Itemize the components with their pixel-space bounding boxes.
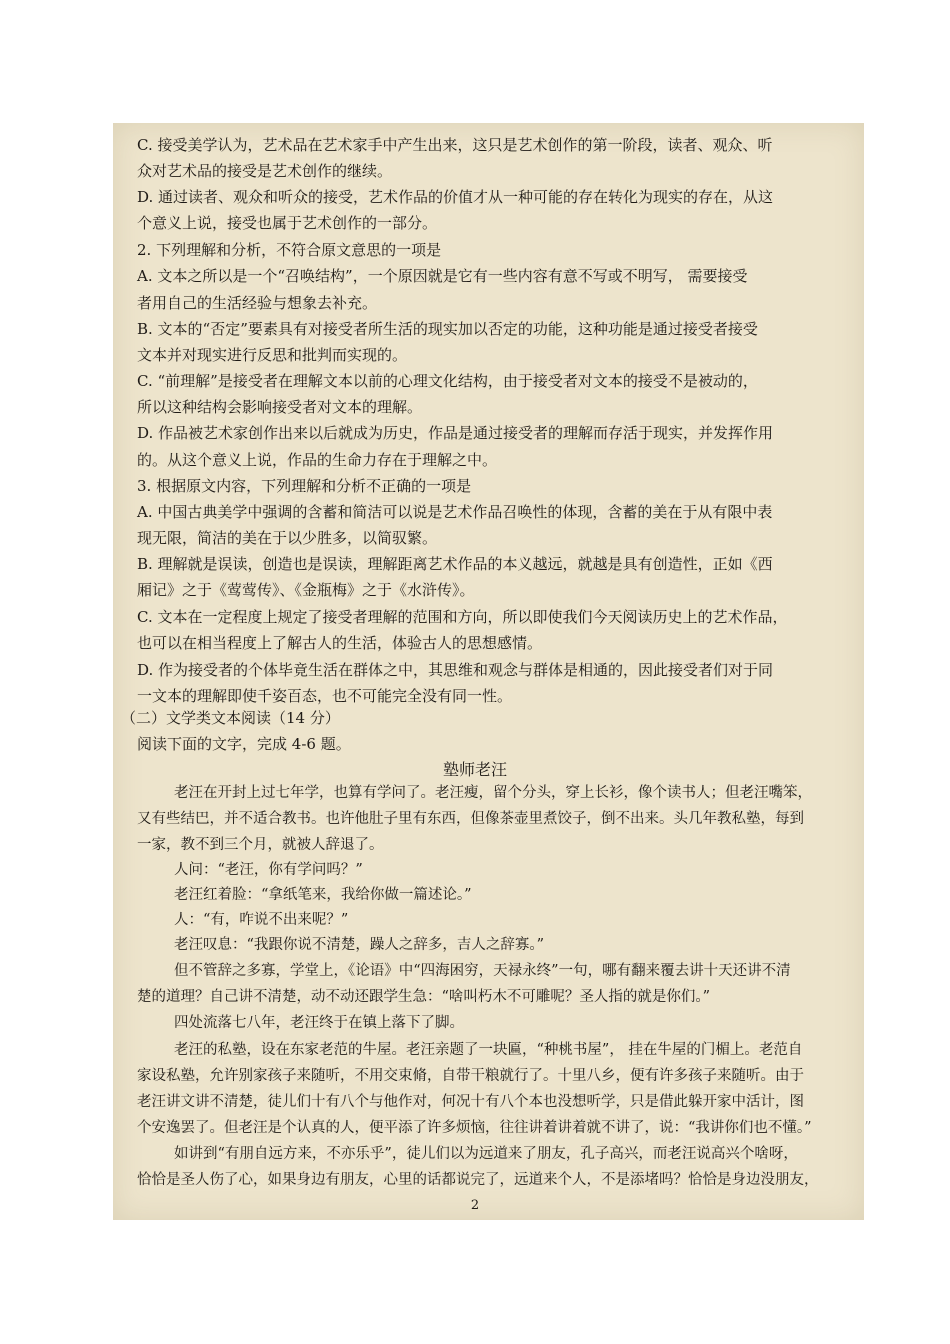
text-line: 所以这种结构会影响接受者对文本的理解。 xyxy=(137,398,423,416)
text-line: 众对艺术品的接受是艺术创作的继续。 xyxy=(137,162,393,180)
story-line: 四处流落七八年，老汪终于在镇上落下了脚。 xyxy=(174,1015,464,1031)
story-line: 楚的道理？自己讲不清楚，动不动还跟学生急：“啥叫朽木不可雕呢？圣人指的就是你们。” xyxy=(137,989,711,1005)
story-line: 人问：“老汪，你有学问吗？” xyxy=(174,862,363,878)
story-line: 老汪讲文讲不清楚，徒儿们十有八个与他作对，何况十有八个本也没想听学，只是借此躲开家中活计，图 xyxy=(137,1094,804,1110)
text-line: C. 文本在一定程度上规定了接受者理解的范围和方向，所以即使我们今天阅读历史上的艺术作品， xyxy=(137,608,788,626)
text-line: D. 通过读者、观众和听众的接受，艺术作品的价值才从一种可能的存在转化为现实的存在，从这 xyxy=(137,188,774,206)
story-line: 恰恰是圣人伤了心，如果身边有朋友，心里的话都说完了，远道来个人，不是添堵吗？恰恰是身边没朋友， xyxy=(137,1172,819,1188)
text-line: A. 文本之所以是一个“召唤结构”，一个原因就是它有一些内容有意不写或不明写， 需要接受 xyxy=(137,267,748,285)
text-line: 现无限，简洁的美在于以少胜多，以简驭繁。 xyxy=(137,529,438,547)
story-line: 老汪叹息：“我跟你说不清楚，躁人之辞多，吉人之辞寡。” xyxy=(174,937,545,953)
text-line: 的。从这个意义上说，作品的生命力存在于理解之中。 xyxy=(137,451,498,469)
story-line: 家设私塾，允许别家孩子来随听，不用交束脩，自带干粮就行了。十里八乡，便有许多孩子来随听。由于 xyxy=(137,1068,804,1084)
instruction: 阅读下面的文字，完成 4-6 题。 xyxy=(137,735,351,753)
story-line: 人：“有，咋说不出来呢？” xyxy=(174,912,349,928)
story-line: 但不管辞之多寡，学堂上，《论语》中“四海困穷，天禄永终”一句，哪有翻来覆去讲十天还讲不清 xyxy=(174,963,791,979)
text-line: B. 理解就是误读，创造也是误读，理解距离艺术作品的本义越远，就越是具有创造性，正如《西 xyxy=(137,555,773,573)
text-line: D. 作为接受者的个体毕竟生活在群体之中，其思维和观念与群体是相通的，因此接受者们对于同 xyxy=(137,661,774,679)
text-line: 文本并对现实进行反思和批判而实现的。 xyxy=(137,346,408,364)
section-heading: （二）文学类文本阅读（14 分） xyxy=(121,709,340,727)
text-line: A. 中国古典美学中强调的含蓄和简洁可以说是艺术作品召唤性的体现，含蓄的美在于从有限中表 xyxy=(137,503,773,521)
story-line: 个安逸罢了。但老汪是个认真的人，便平添了许多烦恼，往往讲着讲着就不讲了，说：“我讲你们也不懂。” xyxy=(137,1120,812,1136)
text-line: 个意义上说，接受也属于艺术创作的一部分。 xyxy=(137,214,438,232)
story-line: 老汪红着脸：“拿纸笔来，我给你做一篇述论。” xyxy=(174,887,472,903)
story-line: 如讲到“有朋自远方来，不亦乐乎”，徒儿们以为远道来了朋友，孔子高兴，而老汪说高兴个啥呀， xyxy=(174,1146,798,1162)
page-number: 2 xyxy=(470,1198,480,1213)
story-line: 老汪的私塾，设在东家老范的牛屋。老汪亲题了一块匾，“种桃书屋”， 挂在牛屋的门楣上。老范自 xyxy=(174,1042,803,1058)
story-line: 一家，教不到三个月，就被人辞退了。 xyxy=(137,837,384,853)
text-line: 厢记》之于《莺莺传》、《金瓶梅》之于《水浒传》。 xyxy=(137,581,475,599)
story-line: 老汪在开封上过七年学，也算有学问了。老汪瘦，留个分头，穿上长衫，像个读书人；但老汪嘴笨， xyxy=(174,785,812,801)
story-title: 塾师老汪 xyxy=(442,760,507,779)
text-line: D. 作品被艺术家创作出来以后就成为历史，作品是通过接受者的理解而存活于现实，并发挥作用 xyxy=(137,424,774,442)
story-line: 又有些结巴，并不适合教书。也许他肚子里有东西，但像茶壶里煮饺子，倒不出来。头几年教私塾，每到 xyxy=(137,811,804,827)
text-line: 3. 根据原文内容，下列理解和分析不正确的一项是 xyxy=(137,477,472,495)
text-line: B. 文本的“否定”要素具有对接受者所生活的现实加以否定的功能，这种功能是通过接受者接受 xyxy=(137,320,758,338)
text-line: 一文本的理解即使千姿百态，也不可能完全没有同一性。 xyxy=(137,687,513,705)
text-line: C. “前理解”是接受者在理解文本以前的心理文化结构，由于接受者对文本的接受不是被动的， xyxy=(137,372,758,390)
text-line: 也可以在相当程度上了解古人的生活，体验古人的思想感情。 xyxy=(137,634,543,652)
text-line: C. 接受美学认为，艺术品在艺术家手中产生出来，这只是艺术创作的第一阶段，读者、观众、听 xyxy=(137,136,773,154)
text-line: 2. 下列理解和分析，不符合原文意思的一项是 xyxy=(137,241,442,259)
text-line: 者用自己的生活经验与想象去补充。 xyxy=(137,294,378,312)
